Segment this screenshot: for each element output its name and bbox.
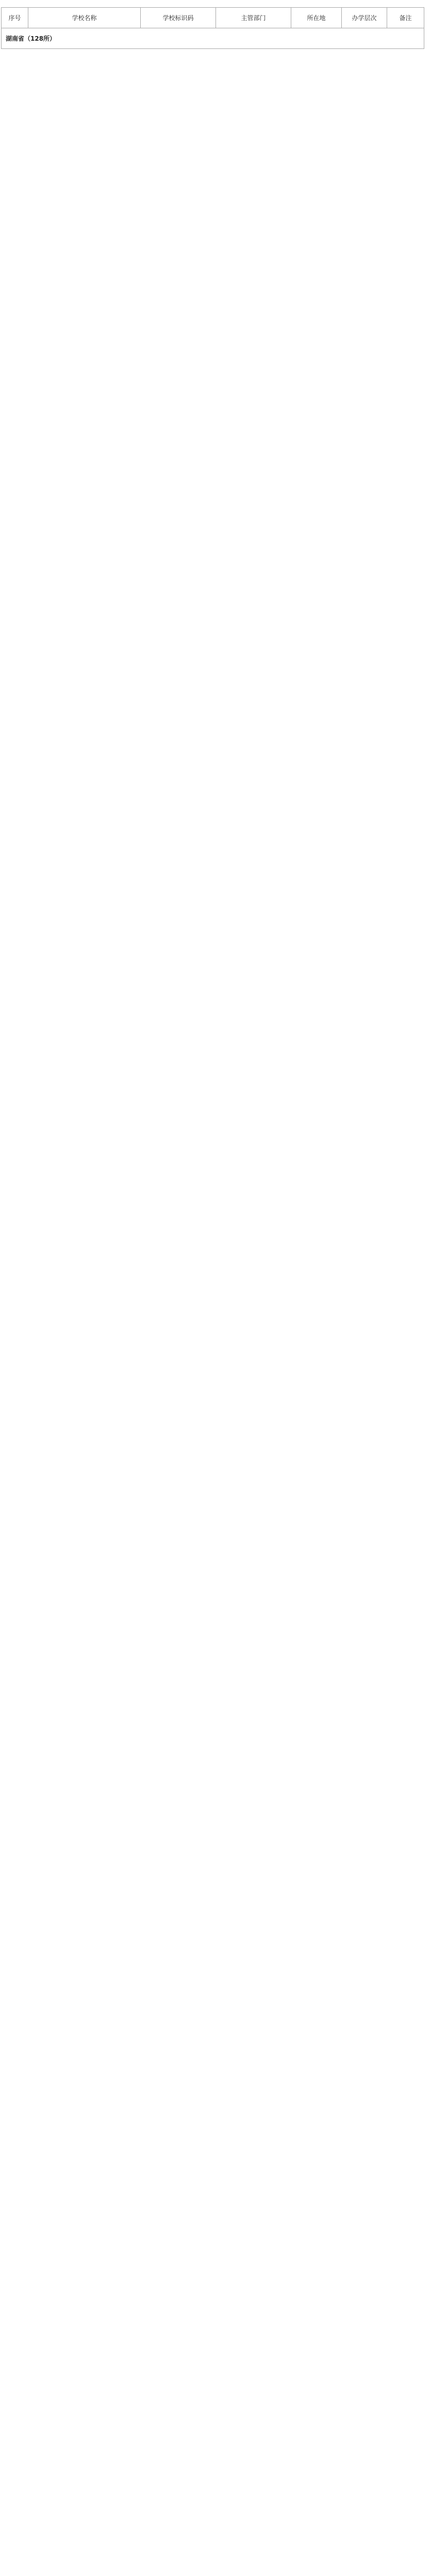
table-header-row bbox=[2, 8, 424, 28]
header-authority: 主管部门 bbox=[216, 8, 291, 28]
header-level: 办学层次 bbox=[342, 8, 387, 28]
school-table bbox=[1, 7, 424, 49]
header-code: 学校标识码 bbox=[141, 8, 216, 28]
header-index: 序号 bbox=[2, 8, 28, 28]
header-city: 所在地 bbox=[291, 8, 342, 28]
header-name: 学校名称 bbox=[28, 8, 141, 28]
header-note: 备注 bbox=[387, 8, 424, 28]
province-section-row bbox=[2, 28, 424, 49]
province-section-title: 湖南省（128所） bbox=[2, 28, 424, 49]
